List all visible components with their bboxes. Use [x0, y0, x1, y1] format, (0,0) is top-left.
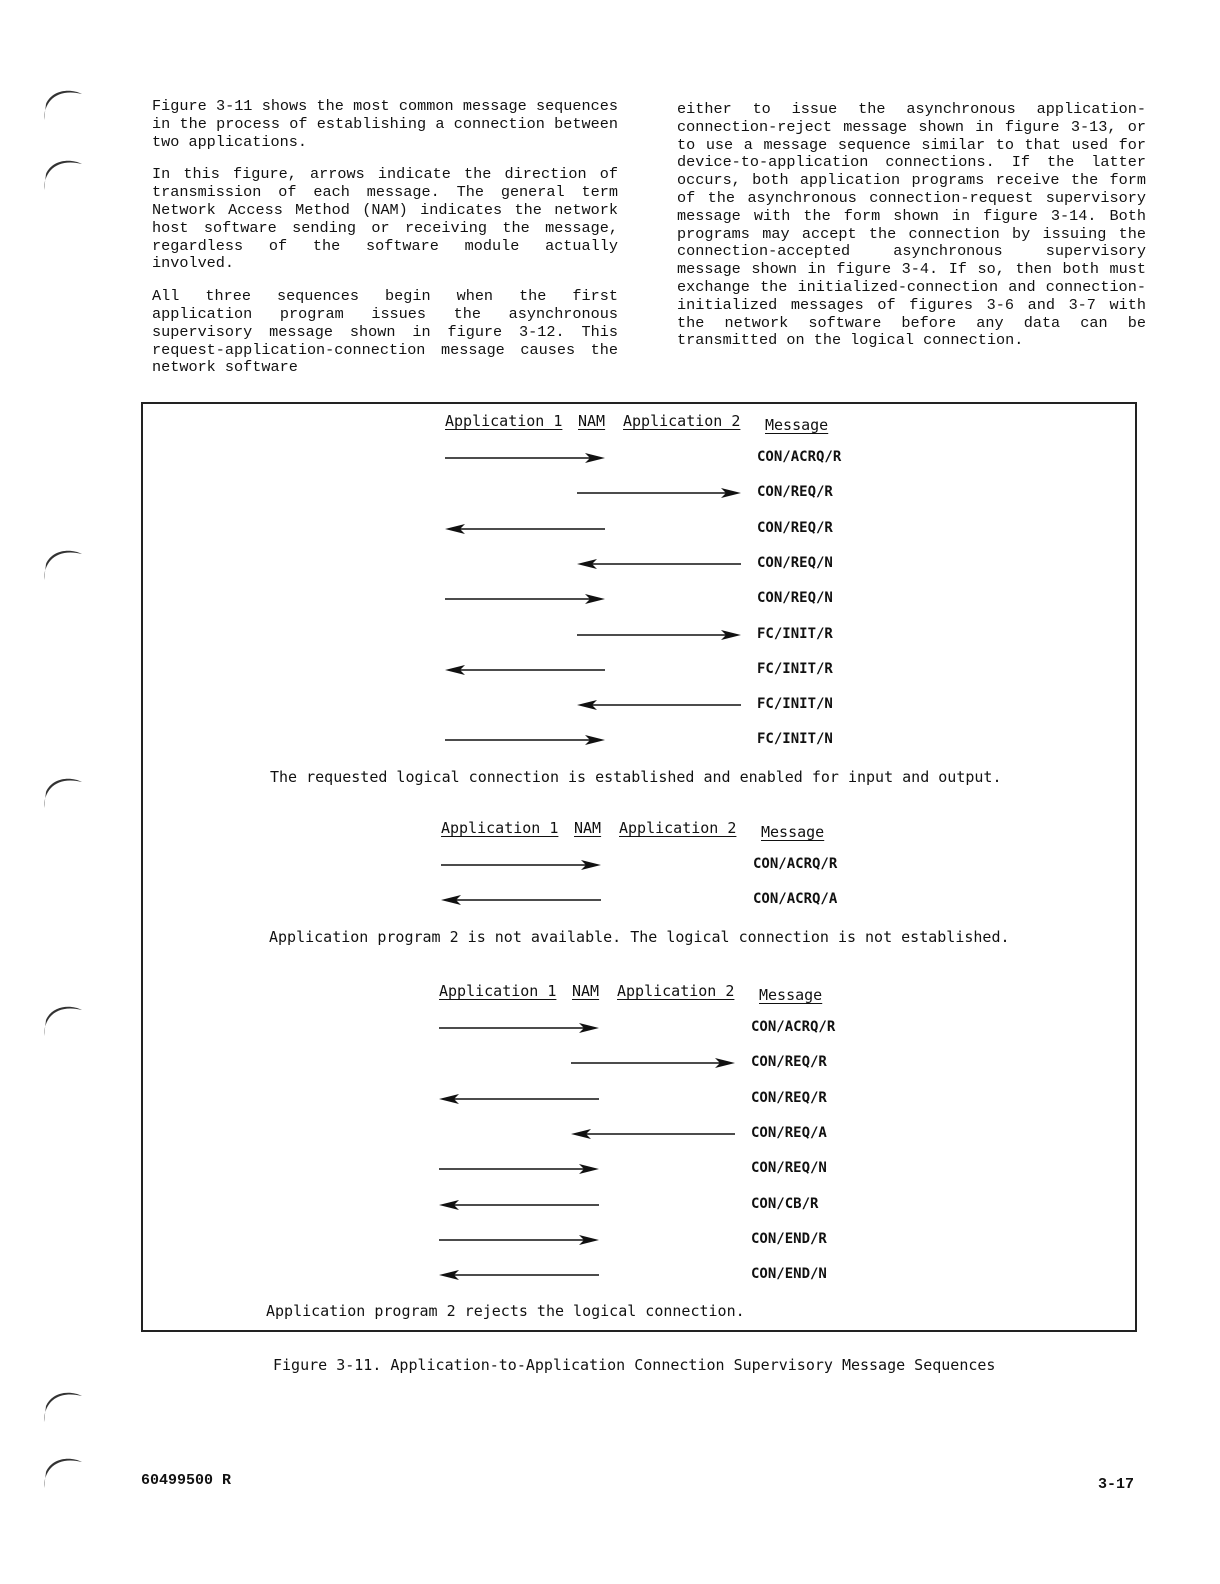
sequence-caption: The requested logical connection is established and enabled for input and output. — [270, 767, 1002, 786]
arrow-left-icon — [445, 664, 605, 676]
message-code: FC/INIT/N — [757, 731, 833, 748]
message-code: CON/REQ/N — [757, 590, 833, 607]
message-code: CON/END/N — [751, 1266, 827, 1283]
message-code: CON/ACRQ/R — [757, 449, 842, 465]
message-code: CON/REQ/N — [757, 554, 833, 571]
arrow-right-icon — [571, 1057, 735, 1069]
column-header-app1: Application 1 — [439, 982, 557, 1000]
column-header-app1: Application 1 — [445, 412, 563, 430]
message-code: CON/REQ/A — [751, 1124, 827, 1141]
column-header-app2: Application 2 — [619, 819, 737, 837]
message-code: CON/REQ/N — [751, 1160, 827, 1177]
punch-hole-icon — [40, 1382, 84, 1426]
arrow-right-icon — [439, 1163, 599, 1175]
punch-hole-icon — [40, 150, 84, 194]
message-code: CON/REQ/R — [757, 484, 833, 501]
arrow-right-icon — [445, 734, 605, 746]
column-header-message: Message — [759, 986, 823, 1004]
paragraph: Figure 3-11 shows the most common message sequences in the process of establishing a connection between two applications. — [152, 97, 618, 151]
left-text-column — [152, 98, 618, 392]
paragraph: All three sequences begin when the first application program issues the asynchronous supervisory message shown in figure 3-12. This request-application-connection message causes the network software — [152, 287, 618, 377]
right-text-column — [677, 101, 1146, 365]
arrow-right-icon — [439, 1234, 599, 1246]
arrow-right-icon — [577, 487, 741, 499]
arrow-left-icon — [577, 558, 741, 570]
document-number: 60499500 R — [141, 1472, 232, 1489]
arrow-right-icon — [439, 1022, 599, 1034]
message-code: CON/CB/R — [751, 1195, 819, 1212]
message-code: FC/INIT/R — [757, 625, 833, 642]
figure-3-11-box — [141, 402, 1137, 1332]
punch-hole-icon — [40, 996, 84, 1040]
message-code: CON/ACRQ/R — [753, 856, 838, 872]
message-code: FC/INIT/R — [757, 660, 833, 677]
arrow-right-icon — [445, 452, 605, 464]
column-header-nam: NAM — [574, 819, 602, 837]
arrow-right-icon — [577, 629, 741, 641]
paragraph: In this figure, arrows indicate the direction of transmission of each message. The general term Network Access Method (NAM) indicates the network host software sending or receiving the message, regardless of the software module actually involved. — [152, 165, 618, 273]
column-header-message: Message — [765, 416, 829, 434]
arrow-left-icon — [441, 894, 601, 906]
column-header-app1: Application 1 — [441, 819, 559, 837]
column-header-app2: Application 2 — [617, 982, 735, 1000]
punch-hole-icon — [40, 1448, 84, 1492]
punch-hole-icon — [40, 768, 84, 812]
arrow-right-icon — [445, 593, 605, 605]
column-header-message: Message — [761, 823, 825, 841]
message-code: CON/END/R — [751, 1230, 827, 1247]
message-code: CON/REQ/R — [751, 1089, 827, 1106]
arrow-left-icon — [445, 523, 605, 535]
arrow-left-icon — [439, 1269, 599, 1281]
arrow-left-icon — [439, 1093, 599, 1105]
arrow-left-icon — [577, 699, 741, 711]
figure-caption: Figure 3-11. Application-to-Application Connection Supervisory Message Sequences — [273, 1356, 996, 1374]
column-header-app2: Application 2 — [623, 412, 741, 430]
message-code: CON/ACRQ/A — [753, 891, 838, 908]
arrow-right-icon — [441, 859, 601, 871]
paragraph: either to issue the asynchronous application-connection-reject message shown in figure 3-13, or to use a message sequence similar to that used for device-to-application connections. If the latter occurs, both application programs receive the form of the asynchronous connection-request supervisory message with the form shown in figure 3-14. Both programs may accept the connection by issuing the connection-accepted asynchronous supervisory message shown in figure 3-4. If so, then both must exchange the initialized-connection and connection-initialized messages of figures 3-6 and 3-7 with the network software before any data can be transmitted on the logical connection. — [677, 100, 1146, 350]
message-code: FC/INIT/N — [757, 696, 833, 713]
message-code: CON/ACRQ/R — [751, 1019, 836, 1035]
sequence-caption: Application program 2 is not available. The logical connection is not established. — [269, 927, 1010, 946]
punch-hole-icon — [40, 540, 84, 584]
page-number: 3-17 — [1098, 1476, 1135, 1493]
arrow-left-icon — [439, 1199, 599, 1211]
column-header-nam: NAM — [572, 982, 600, 1000]
column-header-nam: NAM — [578, 412, 606, 430]
message-code: CON/REQ/R — [757, 519, 833, 536]
message-code: CON/REQ/R — [751, 1054, 827, 1071]
sequence-caption: Application program 2 rejects the logical connection. — [266, 1302, 745, 1321]
arrow-left-icon — [571, 1128, 735, 1140]
punch-hole-icon — [40, 80, 84, 124]
